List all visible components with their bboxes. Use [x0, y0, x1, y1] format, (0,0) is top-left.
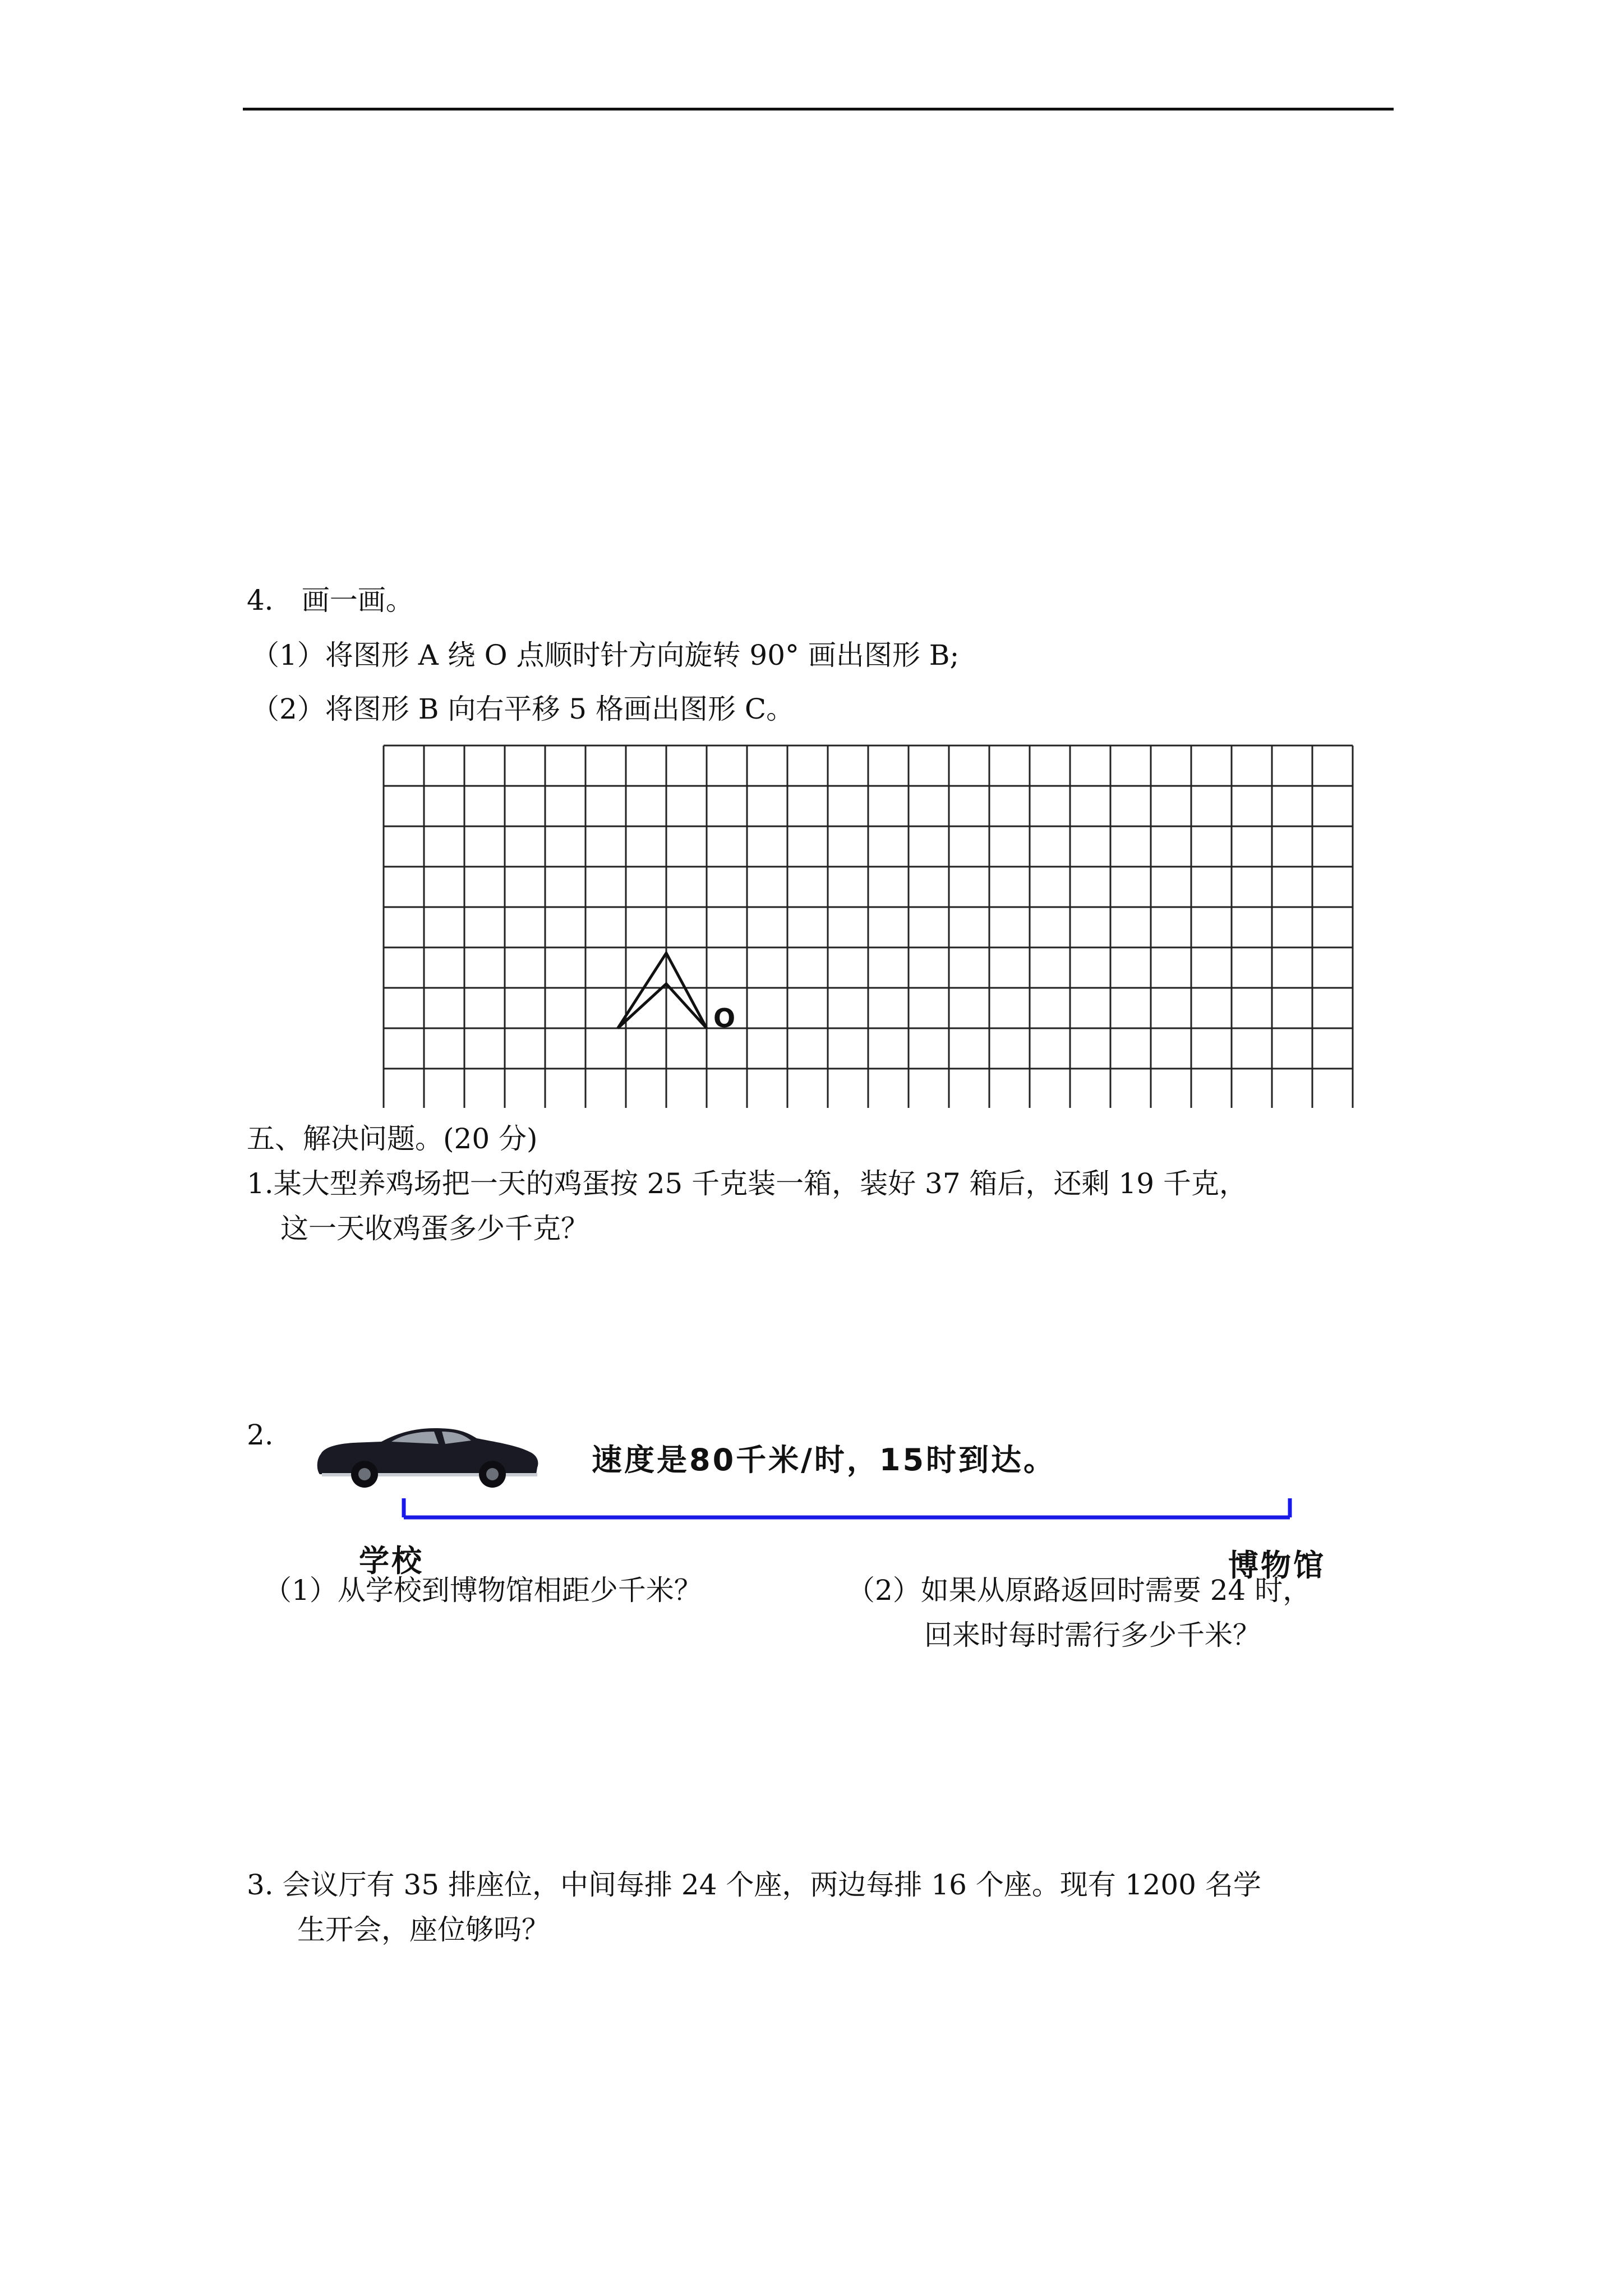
- route-line: [393, 1495, 1301, 1523]
- section5-heading: 五、解决问题。(20 分): [247, 1122, 538, 1155]
- p2-number: 2.: [247, 1419, 274, 1451]
- grid-lines: [384, 746, 1353, 1108]
- q4-part2: （2）将图形 B 向右平移 5 格画出图形 C。: [251, 693, 795, 725]
- p2-q2-line2: 回来时每时需行多少千米？: [924, 1619, 1261, 1651]
- p1-line2: 这一天收鸡蛋多少千克？: [280, 1212, 589, 1245]
- end-label-museum: 博物馆: [1228, 1548, 1326, 1583]
- q4-heading: 4． 画一画。: [247, 584, 414, 616]
- grid-figure: [381, 743, 1357, 1108]
- p2-figure-text: 速度是80千米/时，15时到达。: [592, 1442, 1057, 1478]
- shape-a: [618, 953, 707, 1028]
- p1-line1: 1.某大型养鸡场把一天的鸡蛋按 25 千克装一箱，装好 37 箱后，还剩 19 千克，: [247, 1167, 1247, 1200]
- header-rule: [243, 108, 1394, 111]
- start-label-school: 学校: [359, 1543, 424, 1579]
- car-icon: [314, 1419, 550, 1492]
- p3-line2: 生开会，座位够吗？: [297, 1913, 550, 1946]
- p2-q1: （1）从学校到博物馆相距少千米？: [264, 1574, 702, 1607]
- p3-line1: 3. 会议厅有 35 排座位，中间每排 24 个座，两边每排 16 个座。现有 1200 名学: [247, 1869, 1261, 1901]
- q4-part1: （1）将图形 A 绕 O 点顺时针方向旋转 90° 画出图形 B;: [251, 639, 960, 671]
- point-o-label: O: [713, 1003, 736, 1033]
- p2-q2-line1: （2）如果从原路返回时需要 24 时，: [847, 1574, 1311, 1607]
